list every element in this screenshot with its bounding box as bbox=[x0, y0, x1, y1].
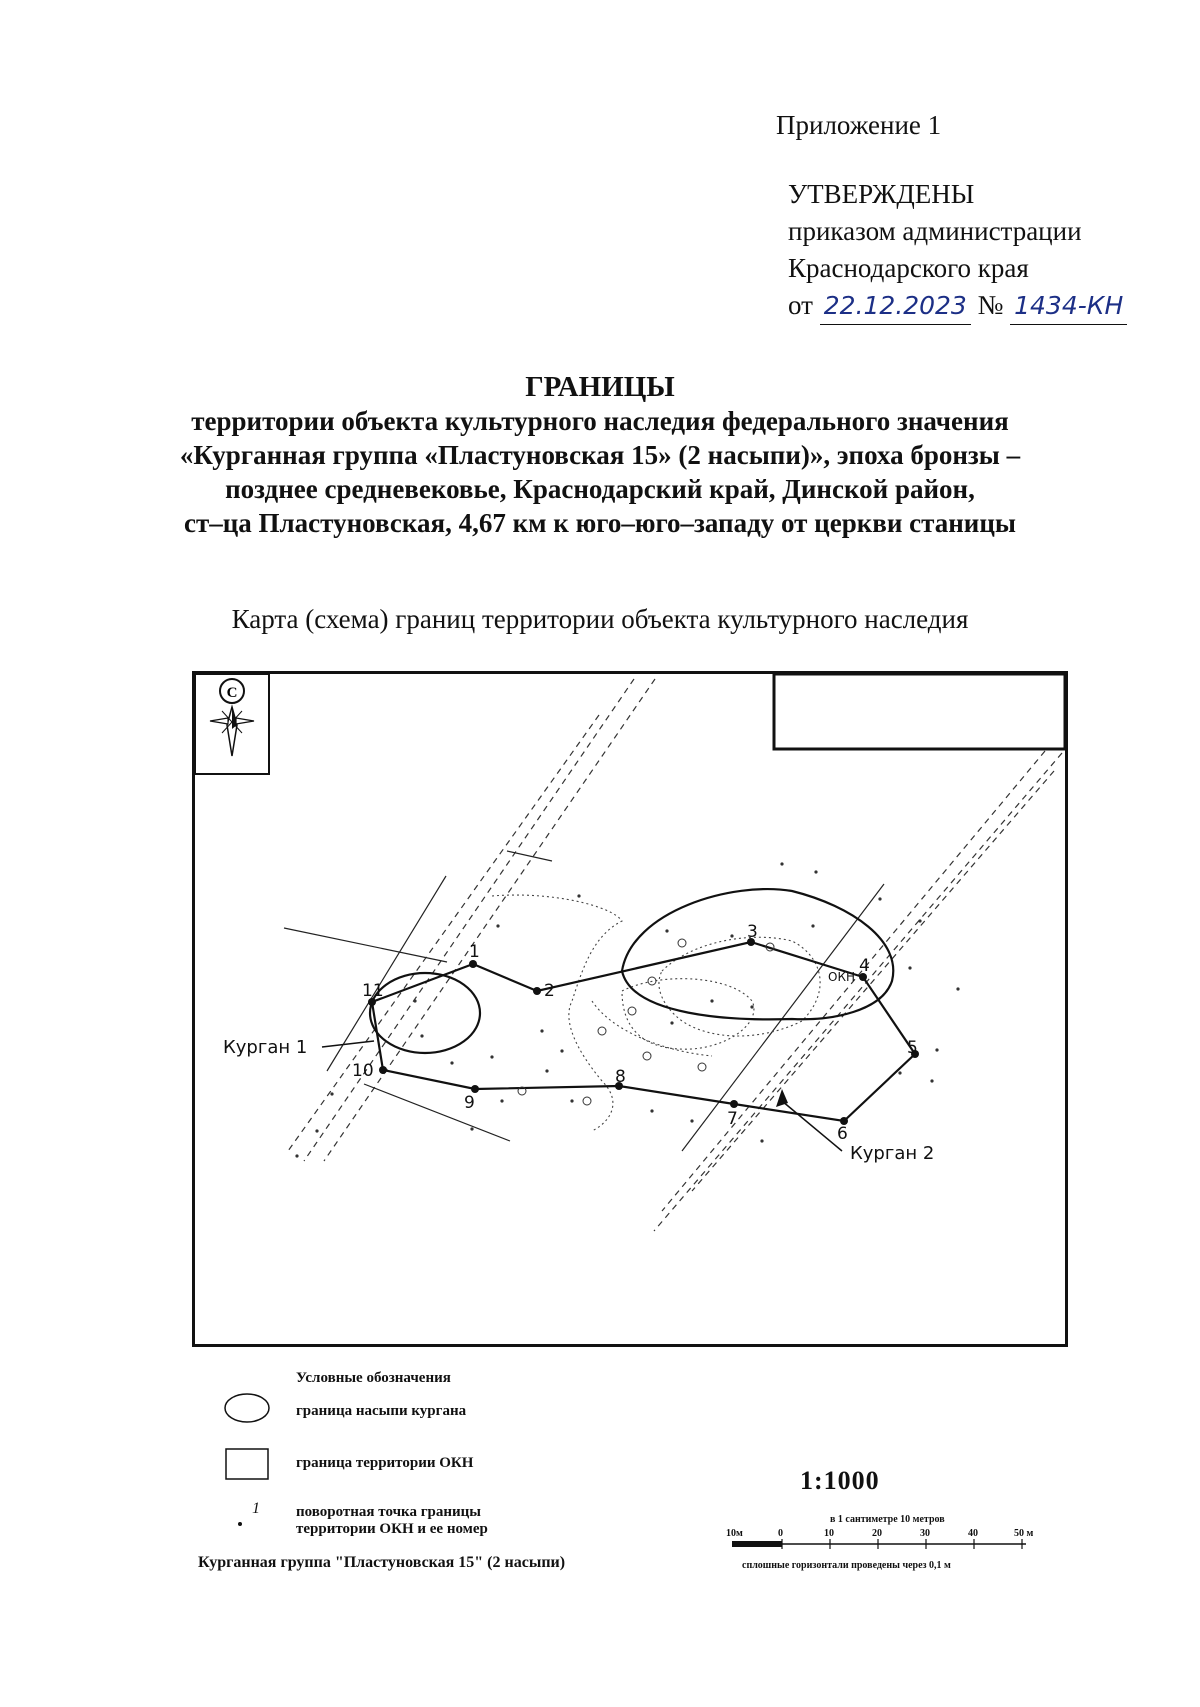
title-line-4: ст–ца Пластуновская, 4,67 км к юго–юго–западу от церкви станицы bbox=[183, 508, 1017, 538]
boundary-map bbox=[192, 671, 1068, 1347]
map-info-box bbox=[774, 674, 1065, 749]
title-main: ГРАНИЦЫ bbox=[525, 371, 675, 403]
point-label-8: 8 bbox=[615, 1067, 626, 1087]
scale-ruler bbox=[732, 1539, 1028, 1549]
title-line-3: позднее средневековье, Краснодарский край, Динской район, bbox=[225, 474, 975, 504]
legend-point-icon: 1 bbox=[236, 1500, 266, 1530]
legend-mound-icon bbox=[222, 1391, 272, 1425]
point-label-2: 2 bbox=[544, 981, 555, 1001]
approval-block bbox=[788, 176, 1127, 325]
document-title bbox=[0, 370, 1200, 540]
kurgan-2-label: Курган 2 bbox=[850, 1143, 935, 1164]
legend-point-label: поворотная точка границы территории ОКН и ее номер bbox=[296, 1504, 488, 1537]
point-label-1: 1 bbox=[469, 942, 480, 962]
approved-line-2: приказом администрации bbox=[788, 216, 1082, 246]
compass-letter: С bbox=[226, 685, 238, 701]
okn-badge: ОКН bbox=[828, 970, 855, 984]
turn-point-7 bbox=[730, 1100, 738, 1108]
scale-contours-note: сплошные горизонтали проведены через 0,1 м bbox=[742, 1560, 951, 1571]
order-date: 22.12.2023 bbox=[820, 287, 971, 325]
kurgan-2-mound bbox=[622, 889, 893, 1019]
point-label-9: 9 bbox=[464, 1093, 475, 1113]
order-number: 1434-КН bbox=[1010, 287, 1127, 325]
point-label-5: 5 bbox=[907, 1038, 918, 1058]
point-label-6: 6 bbox=[837, 1124, 848, 1144]
turn-point-10 bbox=[379, 1066, 387, 1074]
point-label-7: 7 bbox=[727, 1109, 738, 1129]
scale-bar: 10м 0 10 20 30 40 50 м bbox=[726, 1528, 1042, 1550]
approved-line-1: УТВЕРЖДЕНЫ bbox=[788, 179, 975, 209]
title-line-1: территории объекта культурного наследия федерального значения bbox=[191, 406, 1009, 436]
appendix-label: Приложение 1 bbox=[776, 110, 942, 140]
legend-okn-icon bbox=[224, 1447, 270, 1481]
point-label-11: 11 bbox=[362, 981, 384, 1001]
point-label-4: 4 bbox=[859, 956, 870, 976]
turn-point-2 bbox=[533, 987, 541, 995]
approved-line-3: Краснодарского края bbox=[788, 253, 1029, 283]
footer-caption: Курганная группа "Пластуновская 15" (2 насыпи) bbox=[198, 1554, 566, 1571]
okn-territory-boundary bbox=[372, 942, 915, 1121]
kurgan-1-label: Курган 1 bbox=[223, 1037, 308, 1058]
compass-icon bbox=[210, 679, 254, 756]
order-line bbox=[788, 287, 1127, 325]
scale-ratio: 1:1000 bbox=[800, 1466, 880, 1495]
title-line-2: «Курганная группа «Пластуновская 15» (2 насыпи)», эпоха бронзы – bbox=[179, 440, 1021, 470]
legend-okn-label: граница территории ОКН bbox=[296, 1455, 474, 1471]
turn-point-9 bbox=[471, 1085, 479, 1093]
order-prefix: от bbox=[788, 290, 813, 320]
order-number-label: № bbox=[977, 290, 1004, 320]
legend-mound-label: граница насыпи кургана bbox=[296, 1403, 467, 1419]
point-label-3: 3 bbox=[747, 922, 758, 942]
scale-per-cm: в 1 сантиметре 10 метров bbox=[830, 1514, 945, 1525]
kurgan-1-leader bbox=[322, 1041, 374, 1047]
point-label-10: 10 bbox=[352, 1061, 374, 1081]
map-caption: Карта (схема) границ территории объекта культурного наследия bbox=[231, 604, 969, 634]
contour-lines bbox=[492, 895, 820, 1131]
kurgan-2-leader bbox=[782, 1101, 842, 1151]
legend-title: Условные обозначения bbox=[296, 1370, 451, 1386]
